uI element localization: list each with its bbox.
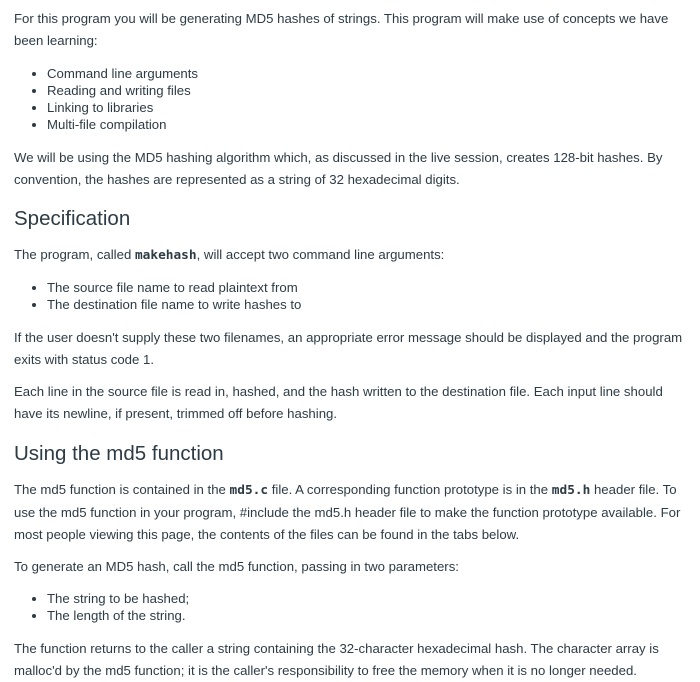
program-text-after: , will accept two command line arguments: bbox=[196, 247, 445, 262]
contained-text-before: The md5 function is contained in the bbox=[14, 482, 230, 497]
specification-heading: Specification bbox=[14, 207, 131, 230]
intro-paragraph: For this program you will be generating MD5 hashes of strings. This program will make use of concepts we have been learning: bbox=[14, 11, 669, 48]
returns-paragraph: The function returns to the caller a string containing the 32-character hexadecimal hash. The character array is malloc'd by the md5 function; it is the caller's responsibility to free the memory when it is no longer needed. bbox=[14, 641, 659, 678]
list-item: • Reading and writing files bbox=[47, 82, 686, 99]
md5-function-heading: Using the md5 function bbox=[14, 442, 224, 465]
list-item: • The destination file name to write hashes to bbox=[47, 296, 686, 313]
list-item: • Command line arguments bbox=[47, 65, 686, 82]
program-paragraph bbox=[14, 244, 686, 267]
concepts-list bbox=[14, 65, 686, 133]
list-item: • Multi-file compilation bbox=[47, 116, 686, 133]
program-text-before: The program, called bbox=[14, 247, 135, 262]
list-item: • The string to be hashed; bbox=[47, 590, 686, 607]
arguments-list bbox=[14, 279, 686, 313]
error-paragraph: If the user doesn't supply these two filenames, an appropriate error message should be displayed and the program exits with status code 1. bbox=[14, 330, 683, 367]
list-item: • The source file name to read plaintext from bbox=[47, 279, 686, 296]
contained-text-middle: file. A corresponding function prototype is in the bbox=[268, 482, 552, 497]
generate-paragraph: To generate an MD5 hash, call the md5 function, passing in two parameters: bbox=[14, 559, 459, 574]
parameters-list bbox=[14, 590, 686, 624]
md5-h-filename: md5.h bbox=[551, 483, 591, 498]
contained-text-after: header file. To use the md5 function in your program, #include the md5.h header file to make the function prototype available. For most people viewing this page, the contents of the files can be found in the tabs below. bbox=[14, 482, 681, 542]
md5-c-filename: md5.c bbox=[229, 483, 269, 498]
md5-overview-paragraph: We will be using the MD5 hashing algorithm which, as discussed in the live session, creates 128-bit hashes. By convention, the hashes are represented as a string of 32 hexadecimal digits. bbox=[14, 150, 663, 187]
each-line-paragraph: Each line in the source file is read in, hashed, and the hash written to the destination file. Each input line should have its newline, if present, trimmed off before hashing. bbox=[14, 384, 663, 421]
md5-contained-paragraph bbox=[14, 479, 686, 546]
list-item: • Linking to libraries bbox=[47, 99, 686, 116]
list-item: • The length of the string. bbox=[47, 607, 686, 624]
program-name: makehash bbox=[134, 248, 197, 263]
